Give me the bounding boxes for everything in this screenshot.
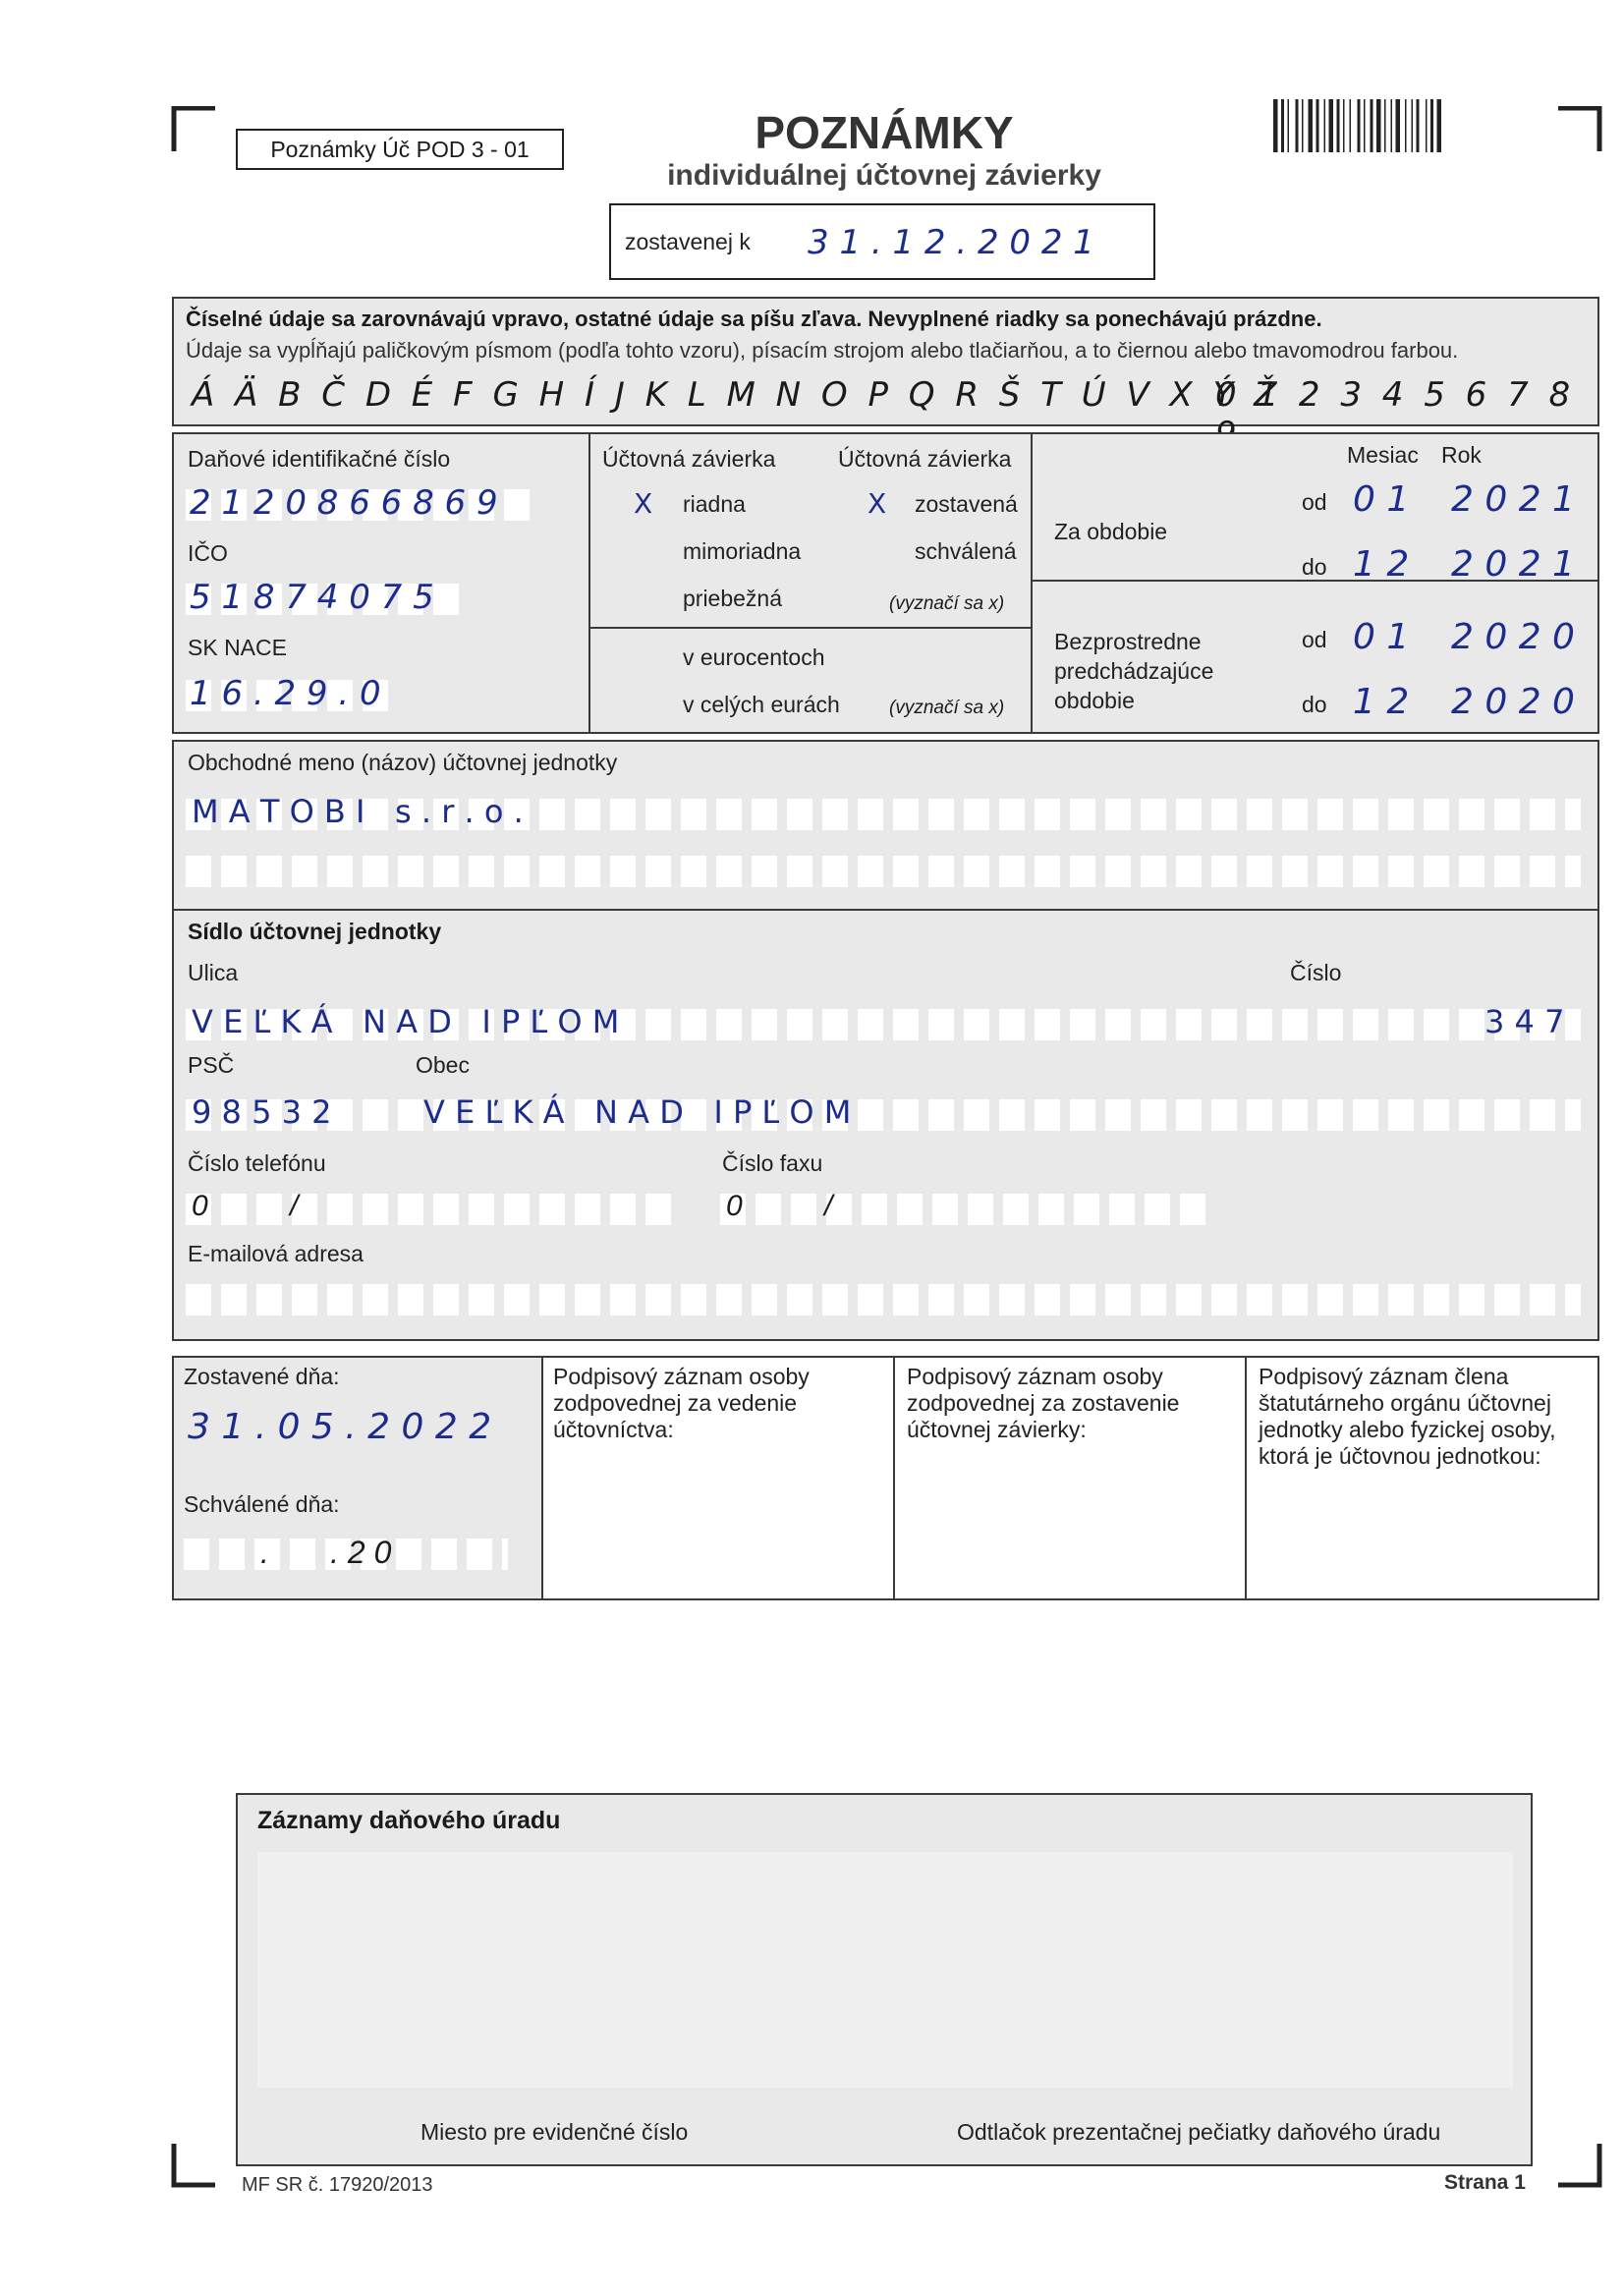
form-subtitle: individuálnej účtovnej závierky	[667, 159, 1101, 192]
compiled-date-box	[609, 203, 1155, 280]
type-extraordinary-label: mimoriadna	[683, 538, 802, 564]
currency-euros-label: v celých eurách	[683, 692, 840, 717]
fax-label: Číslo faxu	[722, 1150, 823, 1176]
previous-to-label: do	[1302, 692, 1327, 717]
current-to-year[interactable]: 2 0 2 1	[1451, 544, 1575, 585]
street-value[interactable]: V E Ľ K Á N A D I P Ľ O M	[192, 1003, 620, 1040]
signature-area-statement[interactable]	[899, 1476, 1239, 1594]
previous-period-label: Bezprostredne predchádzajúce obdobie	[1054, 629, 1214, 713]
ico-value[interactable]: 5 1 8 7 4 0 7 5	[190, 578, 434, 617]
compiled-date-value: 3 1 . 1 2 . 2 0 2 1	[808, 223, 1094, 262]
signature-area-accounting[interactable]	[547, 1476, 887, 1594]
identification-section	[172, 432, 1599, 734]
dic-label: Daňové identifikačné číslo	[188, 446, 451, 472]
current-to-label: do	[1302, 554, 1327, 580]
ico-label: IČO	[188, 540, 228, 566]
type-regular-mark[interactable]: X	[634, 487, 653, 520]
state-compiled-label: zostavená	[915, 491, 1018, 517]
nace-label: SK NACE	[188, 635, 287, 660]
current-period-label: Za obdobie	[1054, 519, 1168, 544]
psc-value[interactable]: 9 8 5 3 2	[192, 1093, 332, 1131]
currency-mark-note: (vyznačí sa x)	[889, 698, 1005, 718]
previous-to-year[interactable]: 2 0 2 0	[1451, 682, 1575, 722]
signature-statement-label: Podpisový záznam osoby zodpovednej za zostavenie účtovnej závierky:	[907, 1364, 1180, 1442]
current-from-month[interactable]: 0 1	[1353, 479, 1410, 520]
phone-value[interactable]: 0 /	[192, 1190, 299, 1222]
state-compiled-mark[interactable]: X	[868, 487, 887, 520]
signature-area-statutory[interactable]	[1251, 1476, 1595, 1594]
signature-section	[172, 1356, 1599, 1600]
statement-type-header: Účtovná závierka	[602, 446, 776, 472]
instructions-line-2: Údaje sa vypĺňajú paličkovým písmom (podľa tohto vzoru), písacím strojom alebo tlačiarňou, a to čiernou alebo tmavomodrou farbou.	[186, 338, 1459, 363]
phone-label: Číslo telefónu	[188, 1150, 326, 1176]
previous-to-month[interactable]: 1 2	[1353, 682, 1410, 722]
entity-name-label: Obchodné meno (názov) účtovnej jednotky	[188, 750, 618, 775]
type-interim-label: priebežná	[683, 586, 783, 611]
signature-accounting-label: Podpisový záznam osoby zodpovednej za vedenie účtovníctva:	[553, 1364, 810, 1442]
statement-mark-note: (vyznačí sa x)	[889, 593, 1005, 614]
period-month-label: Mesiac	[1347, 442, 1419, 468]
tax-office-section	[236, 1793, 1533, 2166]
footer-left: MF SR č. 17920/2013	[242, 2174, 433, 2196]
tax-office-record-area	[257, 1852, 1513, 2088]
corner-mark-top-right	[1556, 106, 1603, 153]
city-label: Obec	[416, 1052, 470, 1078]
compiled-on-label: Zostavené dňa:	[184, 1364, 340, 1389]
email-field[interactable]	[186, 1284, 1581, 1315]
fax-value[interactable]: 0 /	[726, 1190, 833, 1222]
instructions-box	[172, 297, 1599, 426]
type-regular-label: riadna	[683, 491, 746, 517]
compiled-label: zostavenej k	[625, 229, 751, 254]
current-from-year[interactable]: 2 0 2 1	[1451, 479, 1575, 520]
approved-on-label: Schválené dňa:	[184, 1491, 340, 1517]
seat-header: Sídlo účtovnej jednotky	[188, 919, 442, 944]
approved-on-value[interactable]: . . 2 0	[260, 1535, 392, 1570]
corner-mark-bottom-right	[1556, 2142, 1603, 2189]
sample-letters: Á Ä B Č D É F G H Í J K L M N O P Q R Š T Ú V X Ý Ž	[192, 375, 1282, 415]
evidence-number-label: Miesto pre evidenčné číslo	[420, 2119, 689, 2145]
street-number-label: Číslo	[1290, 960, 1342, 985]
sample-digits: 0 1 2 3 4 5 6 7 8	[1215, 375, 1576, 415]
entity-name-value[interactable]: M A T O B I s . r . o .	[192, 793, 524, 830]
entity-section	[172, 740, 1599, 1341]
signature-statutory-label: Podpisový záznam člena štatutárneho orgánu účtovnej jednotky alebo fyzickej osoby, ktorá je účtovnou jednotkou:	[1259, 1364, 1556, 1469]
psc-label: PSČ	[188, 1052, 235, 1078]
street-number-value[interactable]: 3 4 7	[1484, 1003, 1565, 1040]
corner-mark-top-left	[170, 106, 217, 153]
current-from-label: od	[1302, 489, 1327, 515]
compiled-on-value[interactable]: 3 1 . 0 5 . 2 0 2 2	[188, 1407, 492, 1447]
form-code-label: Poznámky Úč POD 3 - 01	[270, 137, 530, 162]
form-code-box	[236, 129, 564, 170]
statement-state-header: Účtovná závierka	[838, 446, 1012, 472]
city-value[interactable]: V E Ľ K Á N A D I P Ľ O M	[423, 1093, 852, 1131]
instructions-line-1: Číselné údaje sa zarovnávajú vpravo, ostatné údaje sa píšu zľava. Nevyplnené riadky sa ponechávajú prázdne.	[186, 307, 1322, 331]
tax-office-header: Záznamy daňového úradu	[257, 1807, 561, 1834]
street-label: Ulica	[188, 960, 239, 985]
corner-mark-bottom-left	[170, 2142, 217, 2189]
period-year-label: Rok	[1441, 442, 1482, 468]
current-to-month[interactable]: 1 2	[1353, 544, 1410, 585]
previous-from-year[interactable]: 2 0 2 0	[1451, 617, 1575, 657]
stamp-label: Odtlačok prezentačnej pečiatky daňového úradu	[957, 2119, 1441, 2145]
form-title: POZNÁMKY	[755, 107, 1014, 158]
currency-cents-label: v eurocentoch	[683, 644, 825, 670]
dic-value[interactable]: 2 1 2 0 8 6 6 8 6 9	[190, 483, 498, 523]
barcode	[1273, 99, 1507, 152]
previous-from-label: od	[1302, 627, 1327, 652]
previous-from-month[interactable]: 0 1	[1353, 617, 1410, 657]
footer-right: Strana 1	[1444, 2171, 1526, 2194]
email-label: E-mailová adresa	[188, 1241, 364, 1266]
nace-value[interactable]: 1 6 . 2 9 . 0	[190, 674, 381, 713]
state-approved-label: schválená	[915, 538, 1017, 564]
